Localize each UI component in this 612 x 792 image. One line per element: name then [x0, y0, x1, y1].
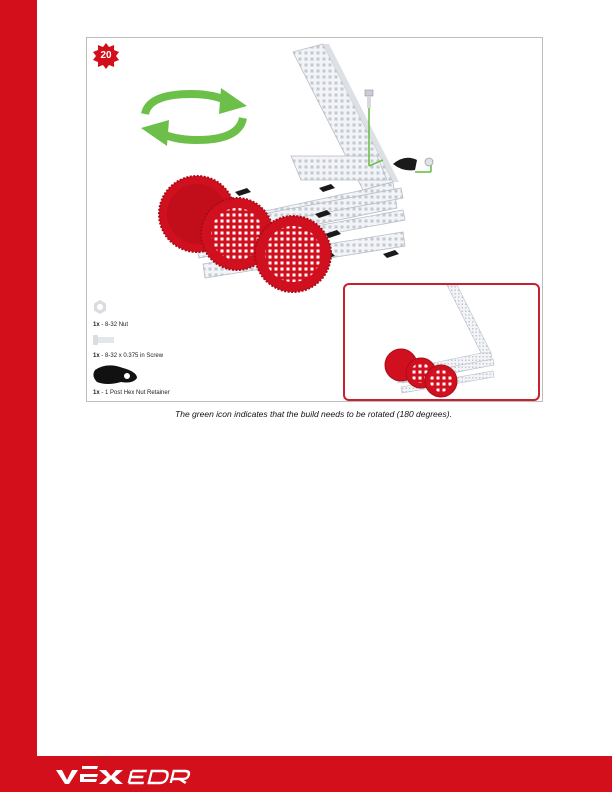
part-name: 8-32 Nut [105, 322, 129, 328]
parts-list [91, 300, 261, 400]
overview-illustration [345, 285, 538, 399]
part-name: 8-32 x 0.375 in Screw [105, 353, 164, 359]
part-qty: 1x [93, 322, 100, 328]
rotate-icon [135, 88, 253, 146]
figure-caption: The green icon indicates that the build needs to be rotated (180 degrees). [175, 409, 452, 419]
part-row-nut: 1x - 8-32 Nut [93, 322, 129, 328]
part-qty: 1x [93, 390, 100, 396]
assembly-figure [86, 37, 543, 402]
part-qty: 1x [93, 353, 100, 359]
screw-icon [93, 334, 115, 346]
left-red-bar [0, 0, 37, 792]
step-number: 20 [100, 50, 112, 61]
overview-inset [343, 283, 540, 401]
part-row-retainer: 1x - 1 Post Hex Nut Retainer [93, 390, 170, 396]
nut-icon [93, 300, 107, 314]
hex-nut-retainer-icon [93, 364, 139, 386]
part-row-screw: 1x - 8-32 x 0.375 in Screw [93, 353, 164, 359]
vex-edr-logo [50, 762, 200, 788]
part-name: 1 Post Hex Nut Retainer [105, 390, 170, 396]
